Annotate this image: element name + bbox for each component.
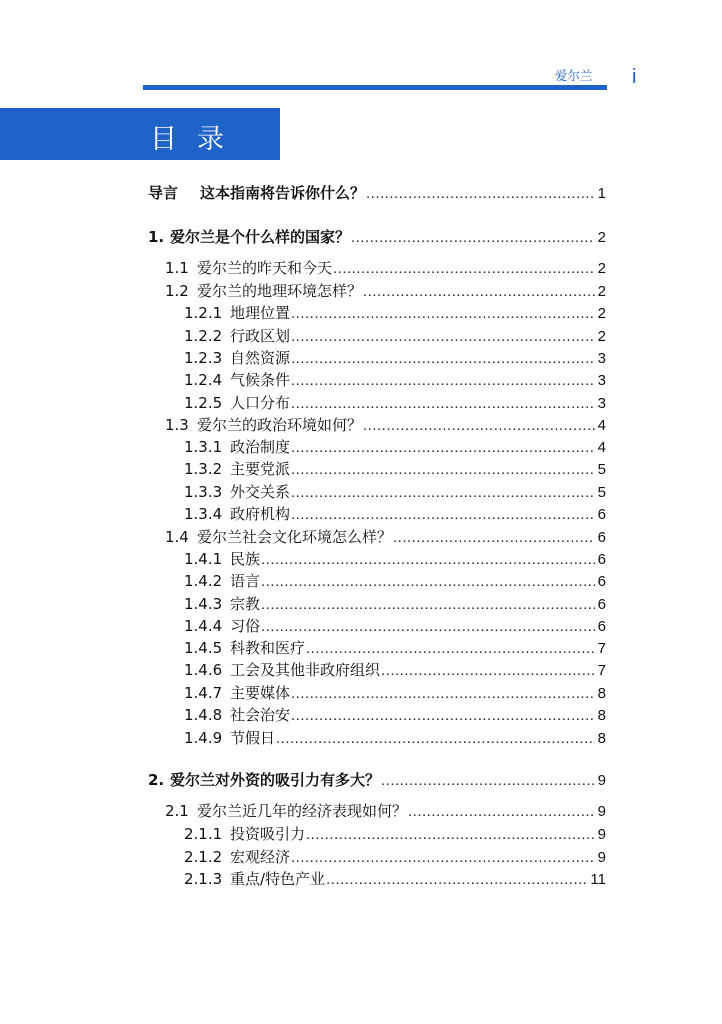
dot-leader [351,227,595,249]
toc-entry-title: 爱尔兰对外资的吸引力有多大？ [170,771,381,789]
toc-entry-page: 2 [597,260,606,277]
toc-entry-page: 7 [597,662,606,679]
toc-entry-page: 2 [597,305,606,322]
toc-entry-title: 民族 [230,550,261,568]
toc-entry[interactable] [184,458,606,480]
toc-entry-title: 工会及其他非政府组织 [230,661,381,679]
toc-entry[interactable] [165,414,606,436]
toc-entry-title: 爱尔兰是个什么样的国家？ [170,228,351,246]
page-numeral: i [632,66,637,88]
dot-leader [306,638,595,660]
toc-entry-title: 语言 [230,572,261,590]
toc-entry[interactable] [184,548,606,570]
toc-entry-page: 3 [597,350,606,367]
toc-entry[interactable] [184,682,606,704]
toc-entry-page: 8 [597,730,606,747]
dot-leader [291,847,595,869]
toc-entry[interactable] [184,593,606,615]
toc-entry-title: 自然资源 [230,349,291,367]
dot-leader [261,616,595,638]
toc-entry-number: 1.2 [165,282,189,300]
dot-leader [261,571,595,593]
toc-entry-title: 习俗 [230,617,261,635]
toc-entry-title: 爱尔兰的昨天和今天 [197,259,333,277]
toc-entry-number: 1.4.4 [184,617,223,635]
dot-leader [291,504,595,526]
toc-entry-title: 重点/特色产业 [230,870,326,888]
dot-leader [291,683,595,705]
toc-entry-number: 1.3.3 [184,483,223,501]
toc-entry-number: 1.1 [165,259,189,277]
toc-entry-number: 1.4 [165,528,189,546]
toc-entry-number: 1. [148,228,165,246]
toc-entry-page: 9 [597,826,606,843]
toc-entry-page: 2 [597,229,606,246]
toc-entry[interactable] [184,659,606,681]
toc-entry-title: 政治制度 [230,438,291,456]
toc-entry-title: 宏观经济 [230,848,291,866]
toc-entry-number: 1.4.3 [184,595,223,613]
toc-entry[interactable] [148,769,606,791]
dot-leader [381,660,595,682]
dot-leader [291,348,595,370]
toc-entry[interactable] [165,800,606,822]
toc-entry-title: 政府机构 [230,505,291,523]
toc-entry[interactable] [148,182,606,204]
toc-entry-number: 2.1.1 [184,825,223,843]
toc-entry-title: 人口分布 [230,394,291,412]
toc-entry-title: 外交关系 [230,483,291,501]
toc-entry[interactable] [184,868,606,890]
toc-entry-number: 1.4.7 [184,684,223,702]
toc-entry-title: 主要党派 [230,460,291,478]
toc-entry[interactable] [165,526,606,548]
toc-entry[interactable] [184,704,606,726]
toc-entry[interactable] [184,302,606,324]
toc-entry[interactable] [184,325,606,347]
toc-entry-number: 1.4.5 [184,639,223,657]
dot-leader [261,549,595,571]
dot-leader [291,482,595,504]
toc-entry-number: 1.2.2 [184,327,223,345]
toc-entry-page: 8 [597,685,606,702]
toc-entry-number: 1.3.2 [184,460,223,478]
dot-leader [291,303,595,325]
toc-entry-page: 6 [597,618,606,635]
toc-entry-number: 2. [148,771,165,789]
toc-entry[interactable] [184,503,606,525]
toc-entry-number: 1.4.8 [184,706,223,724]
toc-entry[interactable] [184,727,606,749]
toc-entry-title: 爱尔兰的政治环境如何？ [197,416,363,434]
dot-leader [291,326,595,348]
running-head: 爱尔兰 [555,68,593,83]
toc-entry-title: 投资吸引力 [230,825,306,843]
toc-entry[interactable] [184,392,606,414]
toc-entry[interactable] [165,280,606,302]
toc-entry-number: 1.3.1 [184,438,223,456]
toc-entry-number: 1.4.2 [184,572,223,590]
toc-entry-title: 气候条件 [230,371,291,389]
toc-entry-page: 11 [590,871,606,888]
toc-entry-title: 这本指南将告诉你什么？ [200,184,366,202]
toc-entry-number: 1.4.6 [184,661,223,679]
dot-leader [261,594,595,616]
toc-entry[interactable] [165,257,606,279]
toc-entry-page: 3 [597,372,606,389]
toc-entry-page: 6 [597,573,606,590]
dot-leader [291,459,595,481]
toc-entry[interactable] [184,570,606,592]
dot-leader [393,527,595,549]
toc-entry-page: 2 [597,283,606,300]
toc-entry[interactable] [184,637,606,659]
toc-entry-number: 1.4.1 [184,550,223,568]
toc-entry-title: 科教和医疗 [230,639,306,657]
toc-entry-title: 爱尔兰的地理环境怎样？ [197,282,363,300]
toc-entry-page: 7 [597,640,606,657]
toc-entry-number: 2.1 [165,802,189,820]
toc-entry-page: 4 [597,417,606,434]
toc-entry-title: 地理位置 [230,304,291,322]
dot-leader [291,705,595,727]
toc-entry[interactable] [148,226,606,248]
page-title: 目录 [150,124,244,155]
toc-entry[interactable] [184,369,606,391]
toc-entry[interactable] [184,615,606,637]
toc-entry[interactable] [184,846,606,868]
toc-entry-title: 社会治安 [230,706,291,724]
toc-entry-page: 3 [597,395,606,412]
toc-entry-title: 主要媒体 [230,684,291,702]
toc-entry-number: 2.1.3 [184,870,223,888]
toc-entry-number: 1.3 [165,416,189,434]
toc-entry[interactable] [184,823,606,845]
toc-entry-page: 1 [597,185,606,202]
toc-entry-page: 5 [597,484,606,501]
dot-leader [363,415,595,437]
dot-leader [276,728,595,750]
toc-entry-page: 6 [597,506,606,523]
toc-entry-number: 2.1.2 [184,848,223,866]
toc-entry[interactable] [184,481,606,503]
dot-leader [363,281,595,303]
toc-entry-page: 9 [597,849,606,866]
toc-entry-page: 5 [597,461,606,478]
dot-leader [291,370,595,392]
toc-entry-page: 2 [597,328,606,345]
dot-leader [408,801,595,823]
toc-entry-page: 6 [597,596,606,613]
dot-leader [306,824,595,846]
toc-entry-number: 1.2.1 [184,304,223,322]
toc-entry-title: 宗教 [230,595,261,613]
dot-leader [366,183,595,205]
toc-entry-number: 1.2.4 [184,371,223,389]
dot-leader [326,869,589,891]
dot-leader [333,258,595,280]
toc-entry-number: 1.4.9 [184,729,223,747]
toc-entry-title: 爱尔兰社会文化环境怎么样？ [197,528,393,546]
toc-entry-page: 9 [597,803,606,820]
dot-leader [291,437,595,459]
toc-entry-number: 1.2.5 [184,394,223,412]
toc-entry-page: 6 [597,551,606,568]
dot-leader [381,770,595,792]
toc-entry[interactable] [184,347,606,369]
toc-entry-number: 1.3.4 [184,505,223,523]
toc-entry-number: 导言 [148,184,179,202]
toc-entry-number: 1.2.3 [184,349,223,367]
toc-entry-page: 6 [597,529,606,546]
toc-entry-page: 4 [597,439,606,456]
toc-entry-page: 8 [597,707,606,724]
toc-entry-title: 节假日 [230,729,276,747]
dot-leader [291,393,595,415]
toc-entry-page: 9 [597,772,606,789]
toc-entry[interactable] [184,436,606,458]
toc-entry-title: 爱尔兰近几年的经济表现如何？ [197,802,408,820]
toc-entry-title: 行政区划 [230,327,291,345]
